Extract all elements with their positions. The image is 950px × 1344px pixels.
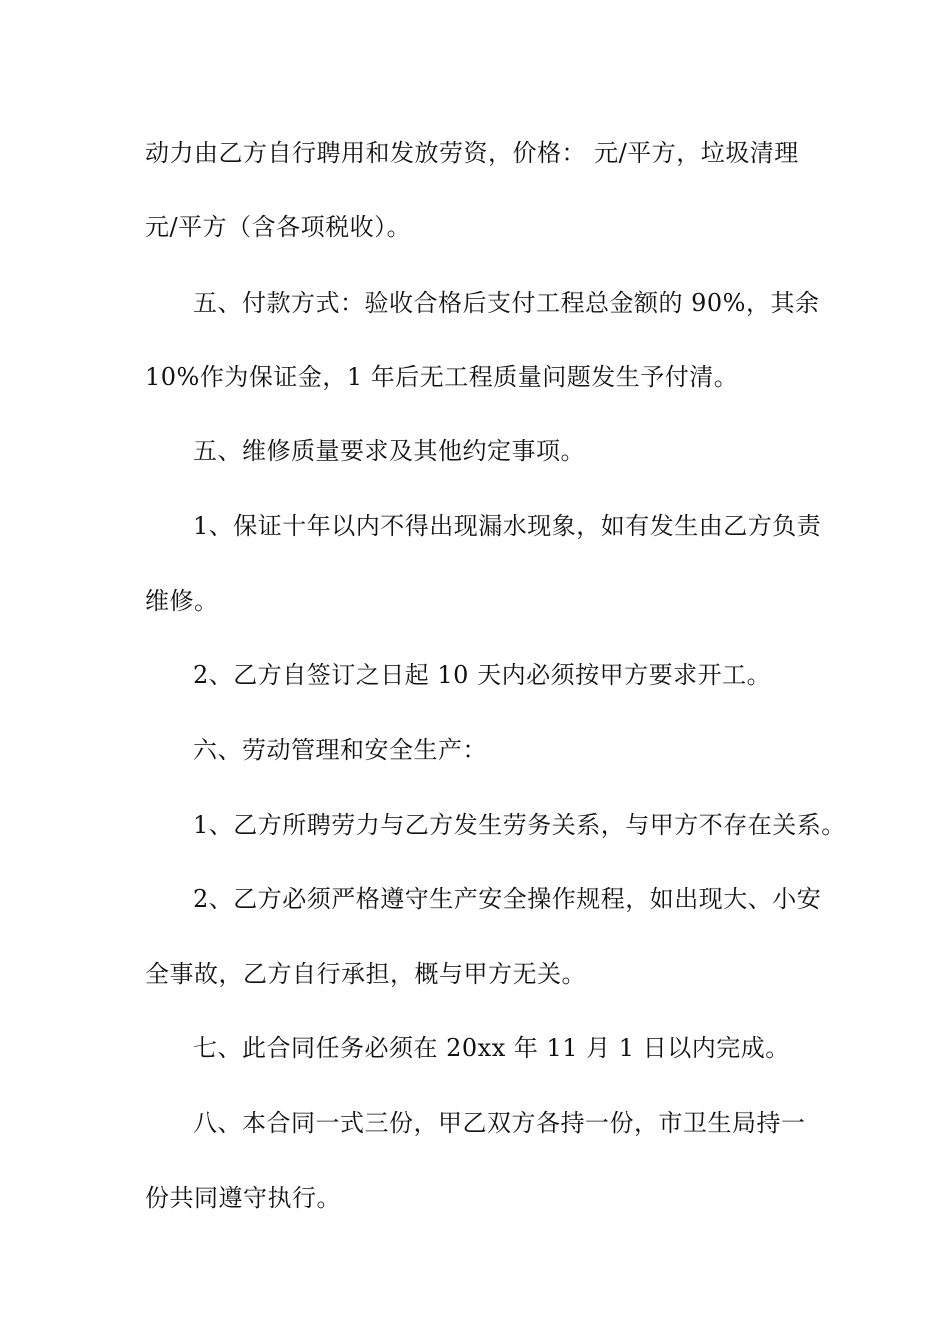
text-line: 七、此合同任务必须在 20xx 年 11 月 1 日以内完成。 [193,1034,790,1062]
text-line: 八、本合同一式三份，甲乙双方各持一份，市卫生局持一 [193,1109,806,1137]
text-line: 六、劳动管理和安全生产： [193,736,487,764]
text-line: 2、乙方必须严格遵守生产安全操作规程，如出现大、小安 [193,885,822,913]
text-line: 全事故，乙方自行承担，概与甲方无关。 [145,960,586,988]
text-line: 五、维修质量要求及其他约定事项。 [193,437,585,465]
text-line: 2、乙方自签订之日起 10 天内必须按甲方要求开工。 [193,661,772,689]
text-line: 1、乙方所聘劳力与乙方发生劳务关系，与甲方不存在关系。 [193,811,846,839]
text-line: 1、保证十年以内不得出现漏水现象，如有发生由乙方负责 [193,512,822,540]
text-line: 动力由乙方自行聘用和发放劳资，价格： 元/平方，垃圾清理 [145,139,799,167]
text-line: 维修。 [145,587,219,615]
text-line: 份共同遵守执行。 [145,1184,341,1212]
text-line: 五、付款方式：验收合格后支付工程总金额的 90%，其余 [193,289,820,317]
text-line: 10%作为保证金，1 年后无工程质量问题发生予付清。 [145,363,739,391]
text-line: 元/平方（含各项税收）。 [145,213,412,241]
